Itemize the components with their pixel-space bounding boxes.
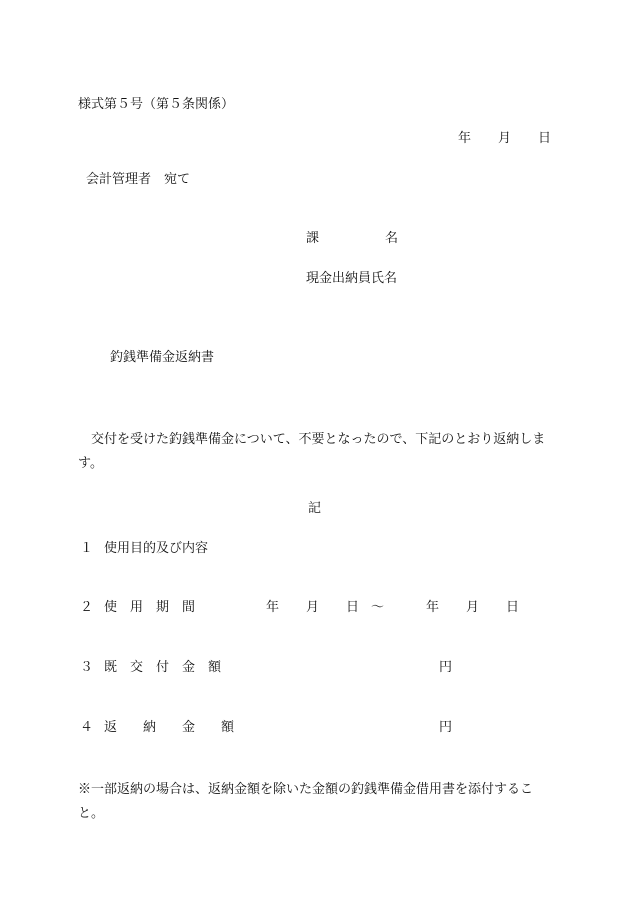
yen-unit: 円 — [439, 720, 453, 735]
period-start-year: 年 — [266, 600, 280, 615]
footnote: ※一部返納の場合は、返納金額を除いた金額の釣銭準備金借用書を添付すること。 — [78, 782, 534, 821]
yen-unit: 円 — [439, 660, 453, 675]
dept-label-ka: 課 — [306, 231, 320, 246]
date-month-label: 月 — [498, 131, 512, 146]
item-label: 既 交 付 金 額 — [104, 660, 222, 675]
ki-heading: 記 — [308, 501, 322, 516]
document-title: 釣銭準備金返納書 — [110, 350, 215, 365]
period-tilde: ～ — [371, 600, 385, 615]
period-end-year: 年 — [426, 600, 440, 615]
dept-label-mei: 名 — [385, 231, 399, 246]
item-number: ４ — [80, 720, 94, 735]
item-label: 返 納 金 額 — [104, 720, 235, 735]
period-end-day: 日 — [506, 600, 520, 615]
period-start-month: 月 — [306, 600, 320, 615]
item-number: ２ — [80, 600, 94, 615]
item-label: 使 用 期 間 — [104, 600, 196, 615]
item-number: ３ — [80, 660, 94, 675]
period-end-month: 月 — [466, 600, 480, 615]
item-label: 使用目的及び内容 — [104, 541, 209, 556]
period-start-day: 日 — [346, 600, 360, 615]
addressee: 会計管理者 宛て — [86, 172, 191, 187]
date-day-label: 日 — [538, 131, 552, 146]
cashier-name-label: 現金出納員氏名 — [306, 271, 398, 286]
date-year-label: 年 — [458, 131, 472, 146]
body-paragraph: 交付を受けた釣銭準備金について、不要となったので、下記のとおり返納します。 — [78, 432, 546, 471]
item-number: １ — [80, 541, 94, 556]
form-number: 様式第５号（第５条関係） — [78, 97, 235, 112]
